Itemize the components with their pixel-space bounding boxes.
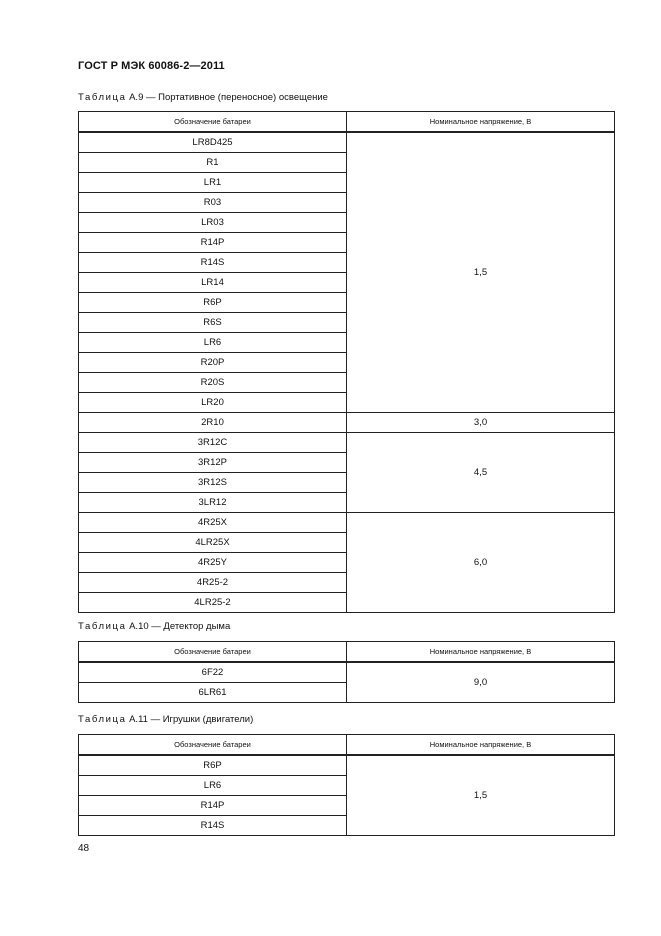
battery-designation-cell: 3LR12	[79, 493, 347, 513]
battery-designation-cell: 4R25-2	[79, 573, 347, 593]
table-row	[79, 755, 615, 776]
battery-designation-cell: LR6	[79, 333, 347, 353]
battery-designation-cell: 6F22	[79, 662, 347, 683]
caption-text: А.11 — Игрушки (двигатели)	[126, 714, 254, 725]
column-header-battery: Обозначение батареи	[79, 735, 347, 756]
table-header-row	[79, 642, 615, 663]
battery-designation-cell: 3R12P	[79, 453, 347, 473]
caption-label: Таблица	[78, 621, 127, 632]
column-header-battery: Обозначение батареи	[79, 642, 347, 663]
nominal-voltage-cell: 9,0	[347, 662, 615, 703]
battery-designation-cell: 4R25X	[79, 513, 347, 533]
battery-designation-cell: LR14	[79, 273, 347, 293]
battery-designation-cell: R14P	[79, 796, 347, 816]
table-a10-caption	[78, 621, 230, 632]
battery-designation-cell: 4R25Y	[79, 553, 347, 573]
battery-designation-cell: R20S	[79, 373, 347, 393]
table-row	[79, 413, 615, 433]
caption-label: Таблица	[78, 714, 127, 725]
column-header-voltage: Номинальное напряжение, В	[347, 642, 615, 663]
battery-designation-cell: R14S	[79, 816, 347, 836]
battery-designation-cell: R14S	[79, 253, 347, 273]
document-header: ГОСТ Р МЭК 60086-2—2011	[78, 60, 225, 72]
battery-designation-cell: 4LR25-2	[79, 593, 347, 613]
nominal-voltage-cell: 4,5	[347, 433, 615, 513]
table-row	[79, 662, 615, 683]
table-a10-smoke-detector	[78, 641, 615, 703]
table-row	[79, 433, 615, 453]
battery-designation-cell: LR20	[79, 393, 347, 413]
page-number: 48	[78, 843, 90, 854]
battery-designation-cell: 4LR25X	[79, 533, 347, 553]
battery-designation-cell: LR6	[79, 776, 347, 796]
column-header-voltage: Номинальное напряжение, В	[347, 735, 615, 756]
caption-text: А.10 — Детектор дыма	[126, 621, 231, 632]
table-row	[79, 132, 615, 153]
nominal-voltage-cell: 1,5	[347, 132, 615, 413]
battery-designation-cell: 6LR61	[79, 683, 347, 703]
battery-designation-cell: R1	[79, 153, 347, 173]
battery-designation-cell: R6S	[79, 313, 347, 333]
column-header-voltage: Номинальное напряжение, В	[347, 112, 615, 133]
battery-designation-cell: R6P	[79, 293, 347, 313]
table-header-row	[79, 112, 615, 133]
table-header-row	[79, 735, 615, 756]
battery-designation-cell: R14P	[79, 233, 347, 253]
table-a9-caption	[78, 92, 328, 103]
table-row	[79, 513, 615, 533]
nominal-voltage-cell: 6,0	[347, 513, 615, 613]
nominal-voltage-cell: 1,5	[347, 755, 615, 836]
battery-designation-cell: LR03	[79, 213, 347, 233]
caption-text: А.9 — Портативное (переносное) освещение	[126, 92, 328, 103]
battery-designation-cell: 3R12S	[79, 473, 347, 493]
battery-designation-cell: R6P	[79, 755, 347, 776]
battery-designation-cell: 3R12C	[79, 433, 347, 453]
battery-designation-cell: LR1	[79, 173, 347, 193]
battery-designation-cell: 2R10	[79, 413, 347, 433]
caption-label: Таблица	[78, 92, 127, 103]
table-a11-toys-motors	[78, 734, 615, 836]
battery-designation-cell: R03	[79, 193, 347, 213]
table-a11-caption	[78, 714, 253, 725]
column-header-battery: Обозначение батареи	[79, 112, 347, 133]
table-a9-portable-lighting	[78, 111, 615, 613]
nominal-voltage-cell: 3,0	[347, 413, 615, 433]
battery-designation-cell: LR8D425	[79, 132, 347, 153]
battery-designation-cell: R20P	[79, 353, 347, 373]
